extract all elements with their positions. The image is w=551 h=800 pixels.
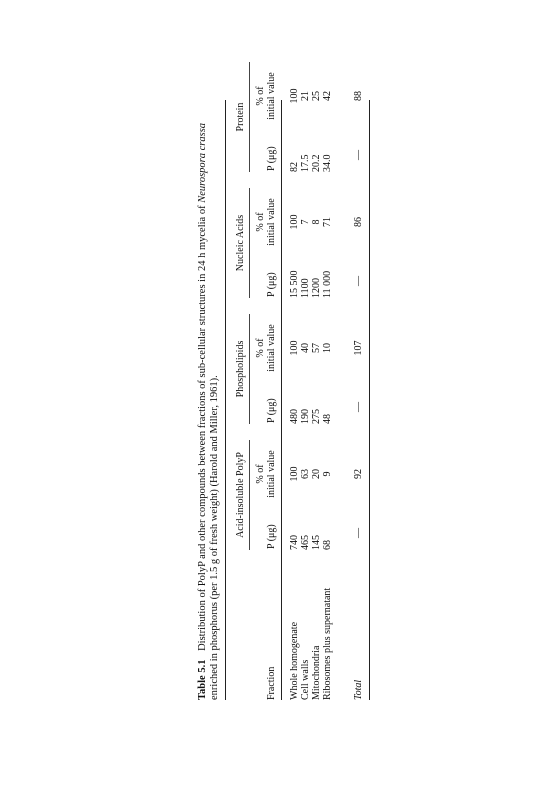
top-rule (225, 100, 226, 700)
table-cell: 100 (289, 88, 300, 104)
subheader-phospholipids-pct-2: initial value (266, 324, 277, 372)
table-cell: 100 (289, 466, 300, 482)
table-cell: 190 (300, 409, 311, 424)
table-cell: 48 (322, 414, 333, 424)
header-rule (281, 100, 282, 700)
subheader-polyp-pct-1: % of (255, 464, 266, 484)
table-cell: 480 (289, 409, 300, 424)
table-cell: 740 (289, 535, 300, 550)
subheader-phospholipids-p: P (μg) (266, 398, 277, 423)
table-cell: 71 (322, 217, 333, 227)
table-cell: 8 (311, 219, 322, 225)
table-cell: 40 (300, 343, 311, 353)
group-header-polyp: Acid-insoluble PolyP (235, 452, 246, 538)
group-header-phospholipids: Phospholipids (235, 340, 246, 398)
subheader-nucleic-p: P (μg) (266, 272, 277, 297)
table-cell: 10 (322, 343, 333, 353)
table-cell: 7 (300, 219, 311, 225)
table-cell: 1200 (311, 278, 322, 298)
total-cell: 88 (353, 91, 364, 101)
fraction-header: Fraction (266, 666, 277, 700)
table-cell: 82 (289, 162, 300, 172)
row-fraction-label: Whole homogenate (289, 621, 300, 700)
caption-start: Distribution of PolyP and other compounds between fractions of sub-cellular structures in 24 h mycelia of (197, 205, 208, 651)
table-cell: 100 (289, 340, 300, 356)
bottom-rule (369, 100, 370, 700)
table-cell: 34.0 (322, 154, 333, 172)
subheader-nucleic-pct-2: initial value (266, 198, 277, 246)
row-fraction-label: Ribosomes plus supernatant (322, 587, 333, 700)
table-cell: 145 (311, 535, 322, 550)
subheader-protein-p: P (μg) (266, 146, 277, 171)
subheader-protein-pct-2: initial value (266, 72, 277, 120)
table-cell: 42 (322, 91, 333, 101)
table-caption (197, 100, 221, 700)
table-cell: 15 500 (289, 270, 300, 298)
table-cell: 25 (311, 91, 322, 101)
group-underline-nucleic-acids (249, 188, 250, 298)
total-label: Total (353, 679, 364, 700)
total-cell: 86 (353, 217, 364, 227)
table-cell: 20.2 (311, 154, 322, 172)
table-cell: 20 (311, 469, 322, 479)
table-cell: 17.5 (300, 154, 311, 172)
total-cell: — (353, 402, 364, 412)
group-header-protein: Protein (235, 102, 246, 132)
table-cell: 21 (300, 91, 311, 101)
table-cell: 465 (300, 535, 311, 550)
rotated-table-block (197, 72, 372, 700)
subheader-nucleic-pct-1: % of (255, 212, 266, 232)
table-cell: 68 (322, 540, 333, 550)
caption-end: enriched in phosphorus (per 1.5 g of fresh weight) (Harold and Miller, 1961). (209, 375, 220, 700)
table-cell: 275 (311, 409, 322, 424)
table-cell: 63 (300, 469, 311, 479)
group-underline-phospholipids (249, 314, 250, 424)
row-fraction-label: Mitochondria (311, 645, 322, 700)
subheader-protein-pct-1: % of (255, 86, 266, 106)
table-cell: 9 (322, 471, 333, 477)
total-cell: 107 (353, 340, 364, 356)
row-fraction-label: Cell walls (300, 659, 311, 700)
total-cell: — (353, 150, 364, 160)
table-cell: 100 (289, 214, 300, 230)
group-underline-protein (249, 62, 250, 172)
total-cell: — (353, 528, 364, 538)
subheader-phospholipids-pct-1: % of (255, 338, 266, 358)
table-cell: 57 (311, 343, 322, 353)
table-number: Table 5.1 (197, 659, 208, 700)
group-header-nucleic-acids: Nucleic Acids (235, 214, 246, 272)
caption-species: Neurospora crassa (197, 122, 208, 203)
subheader-polyp-pct-2: initial value (266, 450, 277, 498)
total-cell: 92 (353, 469, 364, 479)
subheader-polyp-p: P (μg) (266, 524, 277, 549)
table-cell: 11 000 (322, 270, 333, 298)
total-cell: — (353, 276, 364, 286)
table-cell: 1100 (300, 278, 311, 298)
group-underline-polyp (249, 440, 250, 550)
